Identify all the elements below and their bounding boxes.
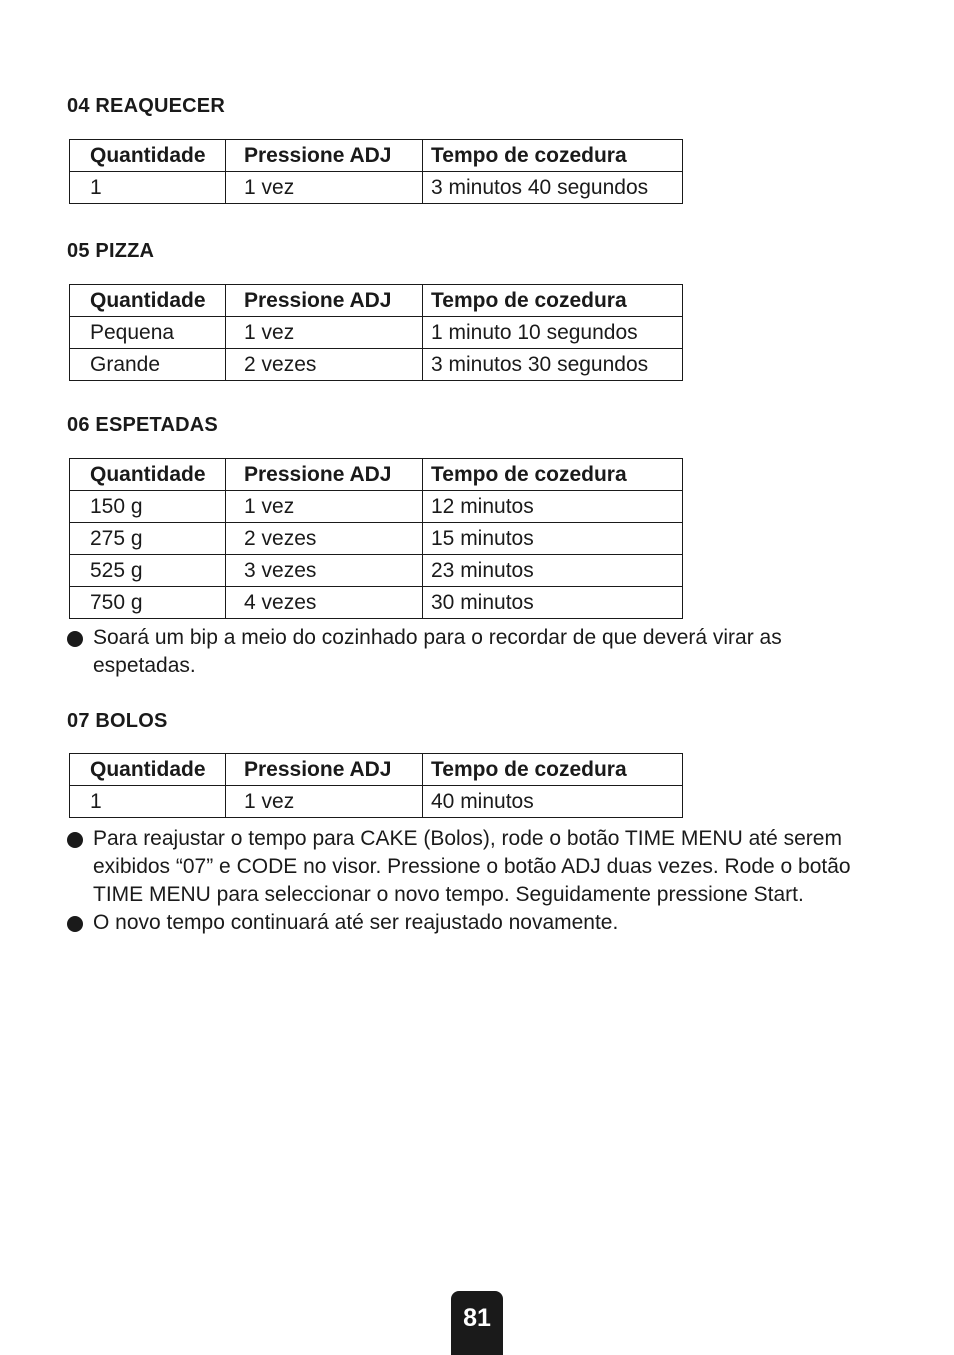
column-header-press: Pressione ADJ [226, 459, 423, 491]
skewers-table [69, 458, 683, 619]
note-text: Soará um bip a meio do cozinhado para o recordar de que deverá virar as espetadas. [93, 626, 782, 677]
cell-quantity: 275 g [70, 523, 226, 555]
cell-quantity: Pequena [70, 317, 226, 349]
cell-quantity: Grande [70, 349, 226, 381]
column-header-press: Pressione ADJ [226, 140, 423, 172]
bullet-icon [67, 832, 83, 848]
note-item [67, 624, 867, 680]
table-header-row [70, 459, 683, 491]
skewers-notes [67, 624, 867, 680]
cell-press: 1 vez [226, 491, 423, 523]
column-header-time: Tempo de cozedura [423, 754, 683, 786]
table-header-row [70, 285, 683, 317]
note-item [67, 909, 867, 937]
table-row [70, 491, 683, 523]
column-header-quantity: Quantidade [70, 754, 226, 786]
column-header-time: Tempo de cozedura [423, 285, 683, 317]
column-header-quantity: Quantidade [70, 140, 226, 172]
cell-time: 3 minutos 40 segundos [423, 172, 683, 204]
section-title-cakes: 07 BOLOS [67, 710, 168, 732]
cell-press: 1 vez [226, 172, 423, 204]
cell-time: 30 minutos [423, 587, 683, 619]
cell-press: 2 vezes [226, 523, 423, 555]
cell-press: 2 vezes [226, 349, 423, 381]
cell-time: 12 minutos [423, 491, 683, 523]
cakes-table [69, 753, 683, 818]
table-header-row [70, 754, 683, 786]
column-header-press: Pressione ADJ [226, 285, 423, 317]
table-row [70, 786, 683, 818]
cell-time: 40 minutos [423, 786, 683, 818]
table-row [70, 317, 683, 349]
note-item [67, 825, 867, 909]
reheat-table [69, 139, 683, 204]
cell-press: 1 vez [226, 786, 423, 818]
note-text: Para reajustar o tempo para CAKE (Bolos), rode o botão TIME MENU até serem exibidos “07” e CODE no visor. Pressione o botão ADJ duas vezes. Rode o botão TIME MENU para seleccionar o novo tempo. Seguidamente pressione Start. [93, 827, 851, 906]
column-header-time: Tempo de cozedura [423, 140, 683, 172]
table-row [70, 523, 683, 555]
page-number: 81 [451, 1291, 503, 1355]
cell-press: 1 vez [226, 317, 423, 349]
table-row [70, 587, 683, 619]
section-title-skewers: 06 ESPETADAS [67, 414, 218, 436]
column-header-quantity: Quantidade [70, 285, 226, 317]
cell-quantity: 750 g [70, 587, 226, 619]
column-header-press: Pressione ADJ [226, 754, 423, 786]
cell-time: 3 minutos 30 segundos [423, 349, 683, 381]
section-title-reheat: 04 REAQUECER [67, 95, 225, 117]
table-header-row [70, 140, 683, 172]
note-text: O novo tempo continuará até ser reajustado novamente. [93, 911, 619, 934]
cakes-notes [67, 825, 867, 937]
pizza-table [69, 284, 683, 381]
cell-quantity: 150 g [70, 491, 226, 523]
cell-quantity: 1 [70, 172, 226, 204]
bullet-icon [67, 916, 83, 932]
cell-press: 4 vezes [226, 587, 423, 619]
bullet-icon [67, 631, 83, 647]
column-header-time: Tempo de cozedura [423, 459, 683, 491]
table-row [70, 172, 683, 204]
cell-time: 15 minutos [423, 523, 683, 555]
cell-quantity: 1 [70, 786, 226, 818]
column-header-quantity: Quantidade [70, 459, 226, 491]
table-row [70, 349, 683, 381]
cell-time: 1 minuto 10 segundos [423, 317, 683, 349]
cell-quantity: 525 g [70, 555, 226, 587]
section-title-pizza: 05 PIZZA [67, 240, 155, 262]
table-row [70, 555, 683, 587]
cell-time: 23 minutos [423, 555, 683, 587]
cell-press: 3 vezes [226, 555, 423, 587]
